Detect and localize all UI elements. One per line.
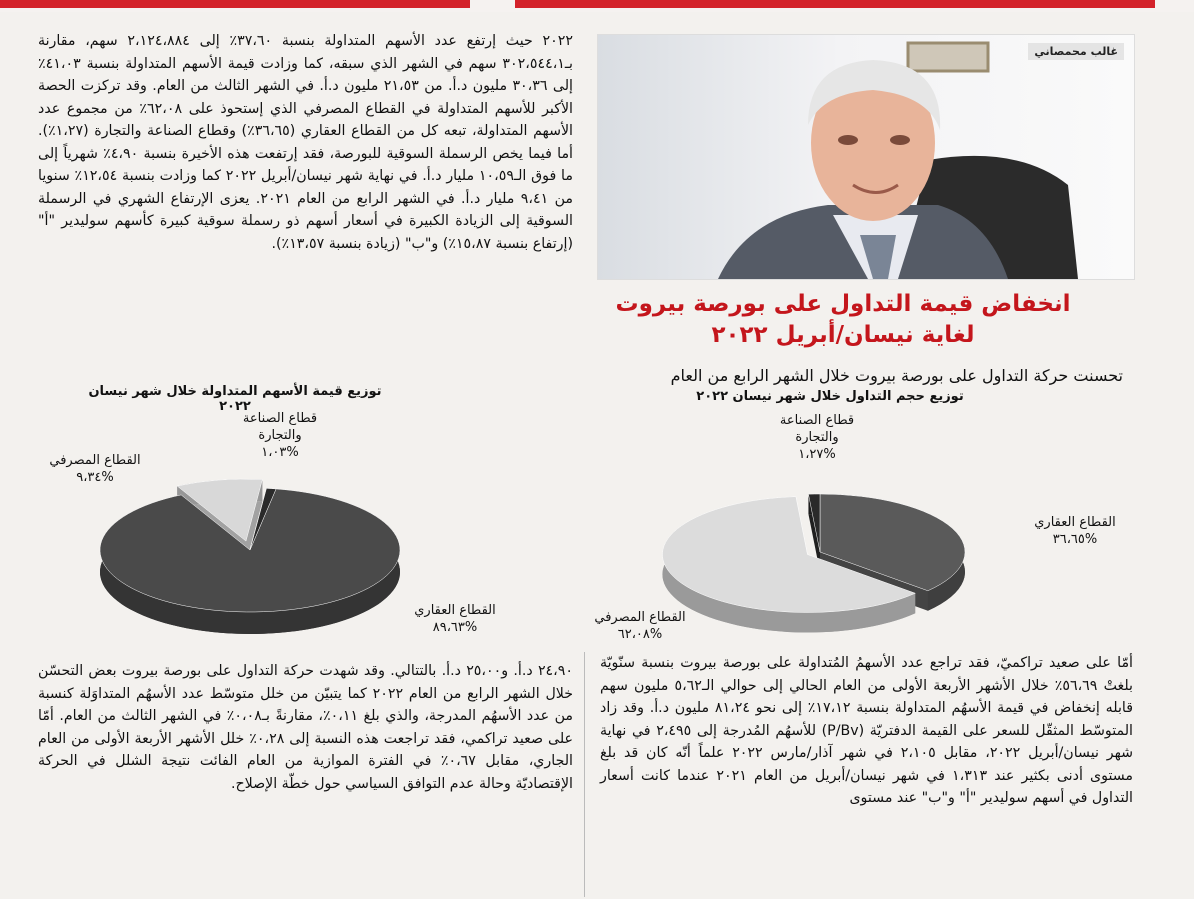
subheadline: تحسنت حركة التداول على بورصة بيروت خلال الشهر الرابع من العام — [670, 366, 1123, 385]
banner-stripe-left — [0, 0, 470, 8]
label-industry-left — [235, 410, 325, 461]
label-realestate-right-value: %٣٦،٦٥ — [1052, 532, 1098, 547]
label-realestate-right-name: القطاع العقاري — [1034, 515, 1116, 530]
label-industry-left-name: قطاع الصناعة والتجارة — [242, 411, 318, 443]
photo-caption: غالب محمصاني — [1028, 43, 1124, 60]
label-banking-left-value: %٩،٣٤ — [76, 470, 114, 485]
label-industry-right-name: قطاع الصناعة والتجارة — [779, 413, 855, 445]
chart-title-value: توزيع قيمة الأسهم المتداولة خلال شهر نيسان ٢٠٢٢ — [88, 384, 382, 414]
label-banking-left-name: القطاع المصرفي — [49, 453, 141, 468]
article-text-top-left: ٢٠٢٢ حيث إرتفع عدد الأسهم المتداولة بنسبة ٣٧،٦٠٪ إلى ٢،١٢٤،٨٨٤ سهم، مقارنة بـ٣٠٢،٥٤٤،١ سهم في الشهر الذي سبقه، كما وزادت قيمة الأسهم المتداولة بنسبة ٤١،٠٣٪ إلى ٣٠،٣٦ مليون د.أ. من ٢١،٥٣ مليون د.أ. في الشهر الثالث من العام. وقد تركزت الحصة الأكبر للأسهم المتداولة في القطاع المصرفي الذي إستحوذ على ٦٢،٠٨٪ من مجموع عدد الأسهم المتداولة، تبعه كل من القطاع العقاري (٣٦،٦٥٪) وقطاع الصناعة والتجارة (١،٢٧٪). أما فيما يخص الرسملة السوقية للبورصة، فقد إرتفعت هذه الأخيرة بنسبة ٤،٩٠٪ شهرياً إلى ما فوق الـ١٠،٥٩ مليار د.أ. في نهاية شهر نيسان/أبريل ٢٠٢٢ كما وزادت بنسبة ١٢،٥٤٪ سنويا من ٩،٤١ مليار د.أ. في الشهر الرابع من العام ٢٠٢١. يعزى الإرتفاع الشهري في الرسملة السوقية إلى الزيادة الكبيرة في أسعار أسهم ذو رسملة سوقية كبيرة كأسهم سوليدير "أ" (إرتفاع بنسبة ١٥،٨٧٪) و"ب" (زيادة بنسبة ١٣،٥٧٪). — [38, 33, 574, 252]
label-realestate-left — [400, 602, 510, 636]
label-industry-right — [762, 412, 872, 463]
label-banking-right-value: %٦٢،٠٨ — [617, 627, 663, 642]
pie-chart-volume — [660, 452, 980, 672]
headline-line-2: لغاية نيسان/أبريل ٢٠٢٢ — [711, 322, 975, 348]
pie-slice-industry — [808, 494, 820, 552]
portrait-photo — [597, 34, 1135, 280]
column-divider — [584, 652, 585, 897]
headline — [613, 289, 1073, 351]
article-text-bottom-right: أمّا على صعيد تراكميّ، فقد تراجع عدد الأسهمُ المُتداولة على بورصة بيروت بنسبة سنّويّة بلغتْ ٥٦،٦٩٪ خلال الأشهر الأربعة الأولى من العام الحالي إلى حوالي الـ٥،٦٢ مليون سهم قابله إنخفاض في قيمة الأسهُم المتداولة بنسبة ١٧،١٢٪ إلى نحو ٨١،٢٤ مليون د.أ. وقد زاد المتوسّط المثقّل للسعر على القيمة الدفتريّة (P/Bv) للأسهُم المُدرجة إلى ٢،٤٩٥ في نهاية شهر نيسان/أبريل ٢٠٢٢، مقابل ٢،١٠٥ في شهر آذار/مارس ٢٠٢٢ علماً أنّه كان قد بلغ مستوى أدنى بكثير عند ١،٣١٣ في شهر نيسان/أبريل من العام ٢٠٢١ عندما كانت أسعار التداول في أسهم سوليدير "أ" و"ب" عند مستوى — [600, 655, 1134, 806]
label-realestate-left-name: القطاع العقاري — [414, 603, 496, 618]
label-banking-right — [585, 609, 695, 643]
label-banking-left — [40, 452, 150, 486]
article-text-bottom-left: ٢٤،٩٠ د.أ. و٢٥،٠٠ د.أ. بالتتالي. وقد شهدت حركة التداول على بورصة بيروت بعض التحسّن خلال الشهر الرابع من العام ٢٠٢٢ كما يتبيّن من خلل متوسّط عدد الأسهُم المتداوَلة كنسبة من عدد الأسهُم المدرجة، والذي بلغ ٠،١١٪، مقارنةً بـ٠،٠٨٪ في الشهر الثالث من العام. أمّا على صعيد تراكمي، فقد تراجعت هذه النسبة إلى ٠،٢٨٪ خلل الأشهر الأربعة الأولى من العام الجاري، مقابل ٠،٦٧٪ في الفترة الموازية من العام الفائت نتيجة الشلل في الحركة الإقتصاديّة وحالة عدم التوافق السياسي حول خطّة الإصلاح. — [38, 663, 573, 792]
chart-title-volume: توزيع حجم التداول خلال شهر نيسان ٢٠٢٢ — [696, 389, 964, 404]
article-page — [0, 12, 1194, 899]
top-banner — [0, 0, 1194, 12]
label-industry-left-value: %١،٠٣ — [261, 445, 299, 460]
label-realestate-right — [1020, 514, 1130, 548]
banner-stripe-right — [515, 0, 1155, 8]
label-realestate-left-value: %٨٩،٦٣ — [432, 620, 478, 635]
label-banking-right-name: القطاع المصرفي — [594, 610, 686, 625]
label-industry-right-value: %١،٢٧ — [798, 447, 836, 462]
headline-line-1: انخفاض قيمة التداول على بورصة بيروت — [615, 291, 1071, 317]
